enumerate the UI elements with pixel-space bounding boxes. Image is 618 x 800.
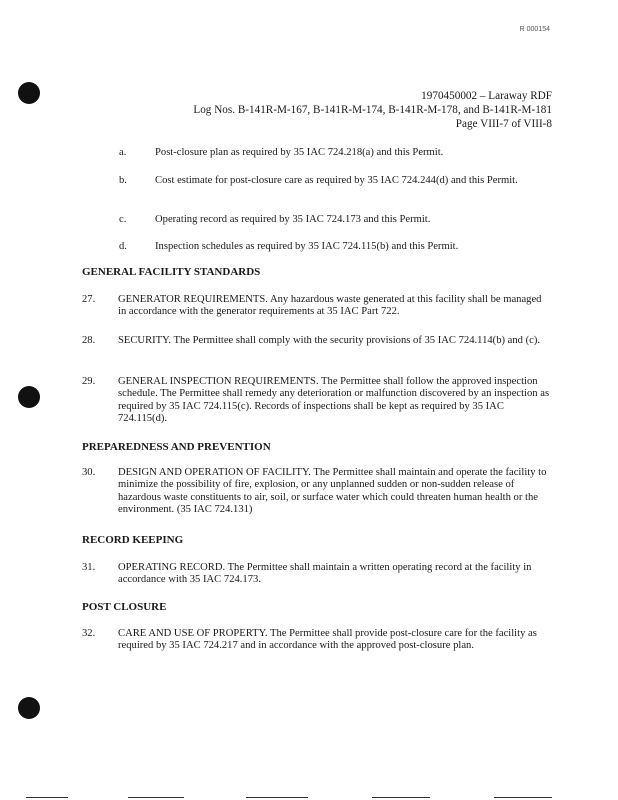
- header-log-numbers: Log Nos. B-141R-M-167, B-141R-M-174, B-141R-M-178, and B-141R-M-181: [193, 104, 552, 116]
- item-text-inspection: GENERAL INSPECTION REQUIREMENTS. The Permittee shall follow the approved inspection schedule. The Permittee shall remedy any deterioration or malfunction discovered by an inspection as required by 35 IAC 724.115(c). Records of inspections shall be kept as required by 35 IAC 724.115(d).: [118, 376, 550, 425]
- punch-hole-top: [18, 82, 40, 104]
- section-heading-preparedness: PREPAREDNESS AND PREVENTION: [82, 441, 271, 453]
- item-text-operating-record: OPERATING RECORD. The Permittee shall maintain a written operating record at the facility in accordance with 35 IAC 724.173.: [118, 562, 532, 586]
- subitem-letter: d.: [119, 241, 127, 252]
- item-number: 29.: [82, 376, 96, 387]
- header-page-number: Page VIII-7 of VIII-8: [455, 118, 552, 130]
- bates-stamp: R 000154: [519, 26, 550, 33]
- initial-line: [494, 797, 552, 798]
- item-text-security: SECURITY. The Permittee shall comply with the security provisions of 35 IAC 724.114(b) and (c).: [118, 335, 541, 346]
- item-number: 27.: [82, 294, 96, 305]
- item-number: 31.: [82, 562, 96, 573]
- initial-line: [372, 797, 430, 798]
- initial-line: [26, 797, 68, 798]
- item-number: 30.: [82, 467, 96, 478]
- section-heading-post-closure: POST CLOSURE: [82, 601, 167, 613]
- item-text-design: DESIGN AND OPERATION OF FACILITY. The Permittee shall maintain and operate the facility to minimize the possibility of fire, explosion, or any unplanned sudden or non-sudden release of hazardous waste constituents to air, soil, or surface water which could threaten human health or the environment. (35 IAC 724.131): [118, 467, 547, 516]
- subitem-text: Operating record as required by 35 IAC 724.173 and this Permit.: [155, 214, 431, 225]
- subitem-letter: b.: [119, 175, 127, 186]
- item-text-generator: GENERATOR REQUIREMENTS. Any hazardous waste generated at this facility shall be managed in accordance with the generator requirements at 35 IAC Part 722.: [118, 294, 542, 318]
- subitem-letter: c.: [119, 214, 127, 225]
- item-number: 28.: [82, 335, 96, 346]
- initial-line: [246, 797, 308, 798]
- subitem-letter: a.: [119, 147, 127, 158]
- punch-hole-bottom: [18, 697, 40, 719]
- subitem-text: Post-closure plan as required by 35 IAC 724.218(a) and this Permit.: [155, 147, 444, 158]
- header-permit-id: 1970450002 – Laraway RDF: [421, 90, 552, 102]
- subitem-text: Inspection schedules as required by 35 IAC 724.115(b) and this Permit.: [155, 241, 459, 252]
- section-heading-record: RECORD KEEPING: [82, 534, 184, 546]
- item-text-care-of-property: CARE AND USE OF PROPERTY. The Permittee shall provide post-closure care for the facility as required by 35 IAC 724.217 and in accordance with the approved post-closure plan.: [118, 628, 537, 652]
- section-heading-general: GENERAL FACILITY STANDARDS: [82, 266, 261, 278]
- initial-line: [128, 797, 184, 798]
- item-number: 32.: [82, 628, 96, 639]
- punch-hole-middle: [18, 386, 40, 408]
- subitem-text: Cost estimate for post-closure care as required by 35 IAC 724.244(d) and this Permit.: [155, 175, 518, 186]
